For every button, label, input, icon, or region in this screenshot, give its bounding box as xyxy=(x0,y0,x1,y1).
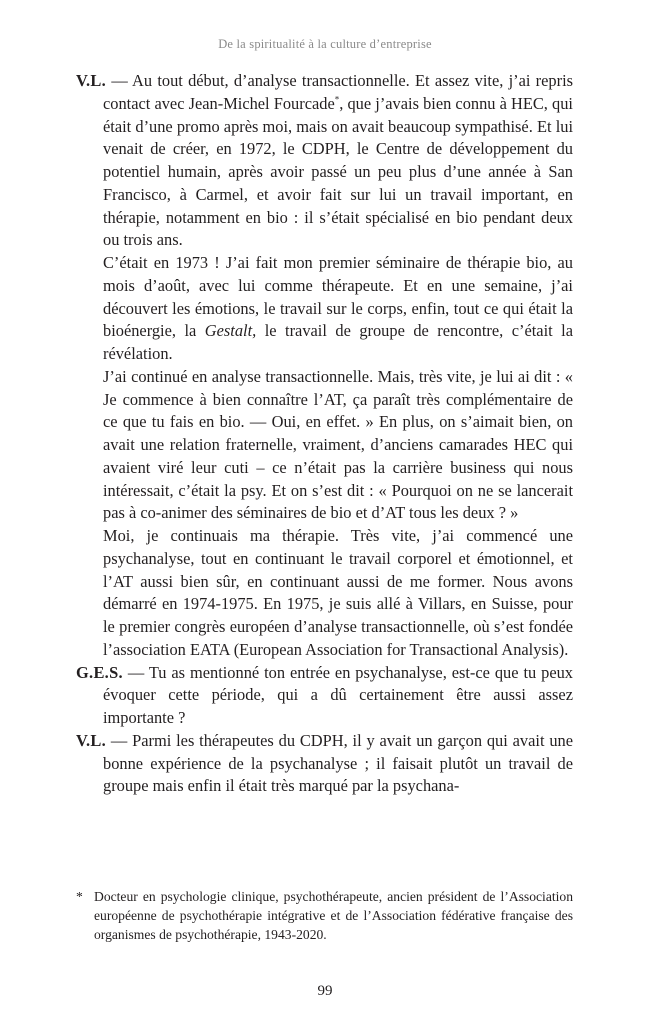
page-number: 99 xyxy=(317,983,333,999)
speaker-label: V.L. xyxy=(76,730,107,750)
paragraph-text: C’était en 1973 ! J’ai fait mon premier séminaire de thérapie bio, au mois d’août, avec lui comme thérapeute. Et en une semaine, j’ai découvert les émotions, le travail sur le corps, enfin, tout ce qui était la bioénergie, la xyxy=(103,253,573,341)
speaker-label: V.L. xyxy=(76,71,107,90)
interview-entry-ges xyxy=(76,662,573,730)
footnote xyxy=(76,887,573,944)
speaker-label: G.E.S. xyxy=(76,662,123,682)
footnote-reference: * xyxy=(334,94,340,105)
paragraph-2 xyxy=(76,252,573,366)
interview-entry-vl-2 xyxy=(76,730,573,798)
paragraph-text-continued: le travail de groupe de rencontre, c’était la révélation. xyxy=(103,321,574,363)
italic-term: Gestalt, xyxy=(204,321,257,341)
paragraph-3: J’ai continué en analyse transactionnelle. Mais, très vite, je lui ai dit : « Je commence à bien connaître l’AT, ça paraît très complémentaire de ce que tu fais en bio. — Oui, en effet. » En plus, on s’aimait bien, on avait une relation fraternelle, vraiment, d’anciens camarades HEC qui avaient viré leur cuti – ce n’était pas la carrière business qui nous intéressait, c’était la psy. Et on s’est dit : « Pourquoi on ne se lancerait pas à co-animer des séminaires de bio et d’AT tous les deux ? » xyxy=(103,366,573,523)
entry-text: — Tu as mentionné ton entrée en psychanalyse, est-ce que tu peux évoquer cette période, qui a dû certainement être aussi assez importante ? xyxy=(103,662,573,727)
footnote-text: Docteur en psychologie clinique, psychothérapeute, ancien président de l’Association européenne de psychothérapie intégrative et de l’Association fédérative française des organismes de psychothérapie, 1943-2020. xyxy=(94,889,573,942)
entry-text: — Au tout début, d’analyse transactionnelle. Et assez vite, j’ai repris contact avec Jean-Michel Fourcade xyxy=(103,71,573,113)
body-text xyxy=(76,70,573,798)
interview-entry-vl-1 xyxy=(76,70,573,252)
paragraph-4: Moi, je continuais ma thérapie. Très vite, j’ai commencé une psychanalyse, tout en continuant le travail corporel et émotionnel, et l’AT aussi bien sûr, en continuant aussi de me former. Nous avons démarré en 1974-1975. En 1975, je suis allé à Villars, en Suisse, pour le premier congrès européen d’analyse transactionnelle, où s’est fondée l’association EATA (European Association for Transactional Analysis). xyxy=(103,526,573,659)
footnote-mark: * xyxy=(76,889,83,904)
running-head: De la spiritualité à la culture d’entreprise xyxy=(218,37,432,51)
entry-text-continued: , que j’avais bien connu à HEC, qui était d’une promo après moi, mais on avait beaucoup sympathisé. Et lui venait de créer, en 1972, le CDPH, le Centre de développement du potentiel humain, après avoir passé un peu plus d’une année à San Francisco, à Carmel, et avoir fait sur lui un travail important, en thérapie, notamment en bio : il s’était spécialisé en bio pendant deux ou trois ans. xyxy=(103,93,573,250)
entry-text: — Parmi les thérapeutes du CDPH, il y avait un garçon qui avait une bonne expérience de la psychanalyse ; il faisait plutôt un travail de groupe mais enfin il était très marqué par la psychana- xyxy=(103,730,573,796)
